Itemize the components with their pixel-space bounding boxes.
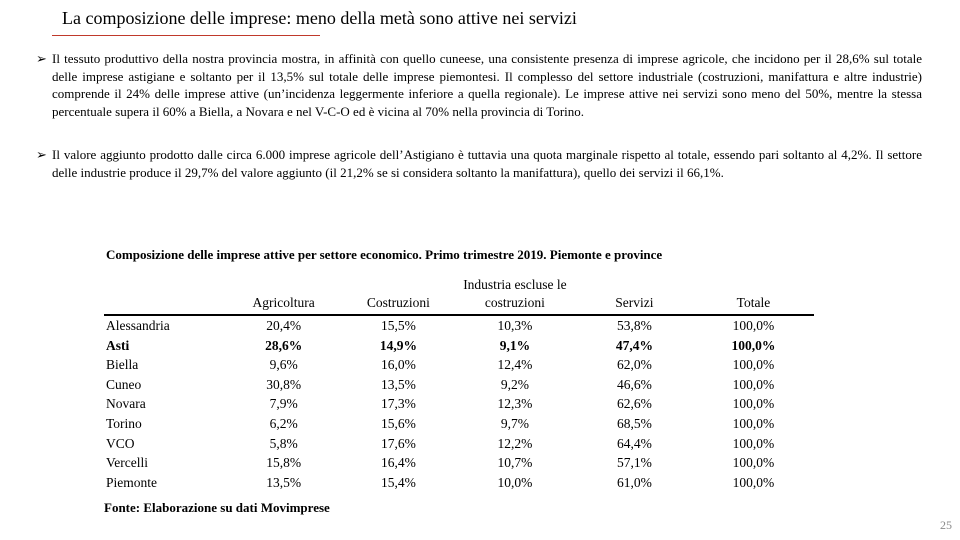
bullet-text: Il tessuto produttivo della nostra provincia mostra, in affinità con quello cuneese, una consistente presenza di imprese agricole, che incidono per il 28,6% sul totale delle imprese astigiane e soltanto per il 13,5% sul totale delle imprese piemontesi. Il complesso del settore industriale (costruzioni, manifattura e altre industrie) comprende il 24% delle imprese attive (un’incidenza leggermente inferiore a quella regionale). Le imprese attive nei servizi sono meno del 50%, mentre la stessa percentuale supera il 60% a Biella, a Novara e nel V-C-O ed è vicina al 70% nella provincia di Torino.	[52, 51, 922, 119]
table-cell: 100,0%	[732, 415, 775, 431]
table-cell: 12,4%	[497, 357, 533, 373]
row-region-label: Vercelli	[106, 455, 148, 471]
table-cell: 15,4%	[380, 474, 416, 490]
header-region	[104, 276, 224, 315]
table-cell: 16,0%	[380, 357, 416, 373]
header-totale: Totale	[693, 276, 814, 315]
table-row	[104, 336, 814, 356]
table-source: Fonte: Elaborazione su dati Movimprese	[104, 500, 330, 515]
table-cell: 100,0%	[732, 376, 775, 392]
table-cell: 64,4%	[616, 435, 652, 451]
bullet-text: Il valore aggiunto prodotto dalle circa 6.000 imprese agricole dell’Astigiano è tuttavia una quota marginale rispetto al totale, essendo pari soltanto al 4,2%. Il settore delle industrie produce il 29,7% del valore aggiunto (il 21,2% se si considera soltanto la manifattura), quello dei servizi il 66,1%.	[52, 147, 922, 180]
table-cell: 17,3%	[380, 396, 416, 412]
table-cell: 17,6%	[380, 435, 416, 451]
table-cell: 9,1%	[499, 337, 531, 353]
table-cell: 9,7%	[500, 415, 529, 431]
table-cell: 9,2%	[500, 376, 529, 392]
sector-composition-table	[104, 276, 814, 492]
table-row	[104, 315, 814, 336]
table-cell: 53,8%	[616, 318, 652, 333]
bullet-paragraph-2	[36, 146, 922, 181]
bullet-paragraph-1	[36, 50, 922, 120]
table-cell: 100,0%	[732, 318, 775, 333]
table-row	[104, 394, 814, 414]
table-cell: 68,5%	[616, 415, 652, 431]
table-caption: Composizione delle imprese attive per settore economico. Primo trimestre 2019. Piemonte e province	[106, 247, 663, 262]
table-cell: 7,9%	[269, 396, 298, 412]
row-region-label: Torino	[106, 415, 142, 431]
table-cell: 57,1%	[616, 455, 652, 471]
table-cell: 14,9%	[379, 337, 417, 353]
table-cell: 10,3%	[497, 318, 533, 333]
table-row	[104, 453, 814, 473]
table-cell: 12,2%	[497, 435, 533, 451]
row-region-label: Alessandria	[106, 318, 170, 333]
row-region-label: Asti	[106, 337, 130, 353]
table-cell: 15,5%	[380, 318, 416, 333]
table-cell: 28,6%	[265, 337, 303, 353]
table-cell: 62,0%	[616, 357, 652, 373]
arrow-bullet-icon: ➢	[36, 147, 47, 162]
table-row	[104, 414, 814, 434]
table-cell: 10,7%	[497, 455, 533, 471]
table-header-row	[104, 276, 814, 315]
table-row	[104, 355, 814, 375]
table-cell: 12,3%	[497, 396, 533, 412]
table-row	[104, 434, 814, 454]
slide-title: La composizione delle imprese: meno della metà sono attive nei servizi	[62, 8, 577, 28]
table-body	[104, 315, 814, 492]
row-region-label: VCO	[106, 435, 135, 451]
table-cell: 16,4%	[380, 455, 416, 471]
table-cell: 5,8%	[269, 435, 298, 451]
table-row	[104, 375, 814, 395]
table-cell: 30,8%	[266, 376, 302, 392]
row-region-label: Novara	[106, 396, 146, 412]
table-cell: 13,5%	[266, 474, 302, 490]
arrow-bullet-icon: ➢	[36, 51, 47, 66]
table-cell: 15,8%	[266, 455, 302, 471]
row-region-label: Cuneo	[106, 376, 142, 392]
table-cell: 6,2%	[269, 415, 298, 431]
header-costruzioni: Costruzioni	[343, 276, 454, 315]
title-underline	[52, 35, 320, 36]
table-cell: 15,6%	[380, 415, 416, 431]
header-industria: Industria escluse le costruzioni	[454, 276, 576, 315]
table-cell: 20,4%	[266, 318, 302, 333]
table-cell: 100,0%	[732, 455, 775, 471]
table-cell: 100,0%	[732, 474, 775, 490]
table-cell: 47,4%	[615, 337, 653, 353]
table-cell: 9,6%	[269, 357, 298, 373]
table-cell: 10,0%	[497, 474, 533, 490]
page-number: 25	[940, 518, 952, 532]
table-cell: 46,6%	[616, 376, 652, 392]
row-region-label: Biella	[106, 357, 139, 373]
row-region-label: Piemonte	[106, 474, 157, 490]
table-cell: 61,0%	[616, 474, 652, 490]
table-cell: 100,0%	[732, 357, 775, 373]
header-servizi: Servizi	[576, 276, 693, 315]
table-cell: 62,6%	[616, 396, 652, 412]
table-row	[104, 473, 814, 493]
table-cell: 100,0%	[732, 396, 775, 412]
table-cell: 100,0%	[731, 337, 776, 353]
table-cell: 100,0%	[732, 435, 775, 451]
table-cell: 13,5%	[380, 376, 416, 392]
header-agricoltura: Agricoltura	[224, 276, 342, 315]
